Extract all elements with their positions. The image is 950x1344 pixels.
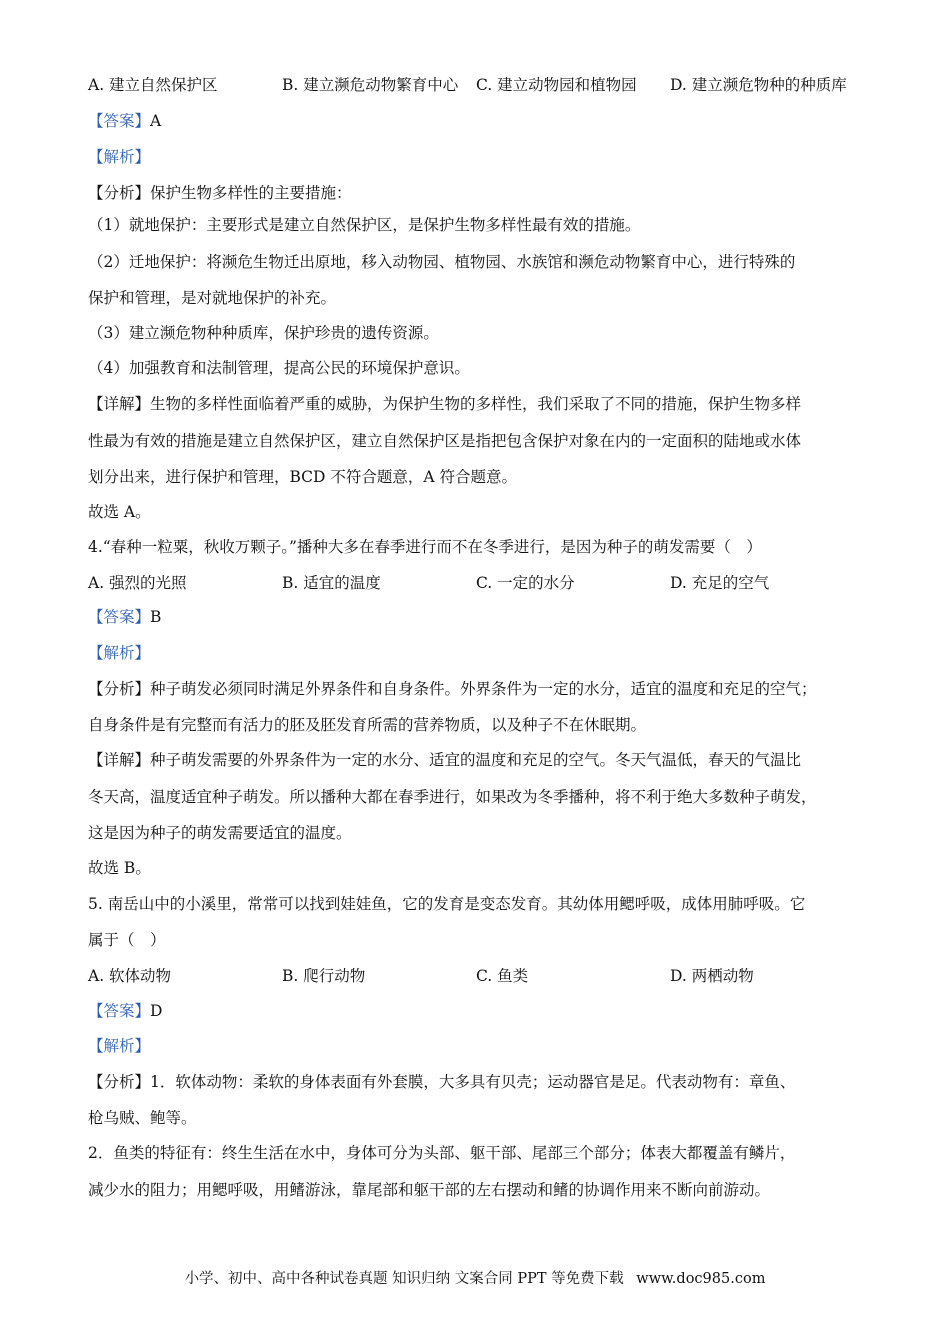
q5-fenxi [88,1071,868,1093]
q4-option-b: B. 适宜的温度 [282,574,381,592]
q3-option-a: A. 建立自然保护区 [88,76,218,94]
q5-fenxi-line: 减少水的阻力；用鳃呼吸，用鳍游泳，靠尾部和躯干部的左右摆动和鳍的协调作用来不断向前游动。 [88,1181,771,1199]
q5-answer [88,1000,868,1022]
q3-conclusion: 故选 A。 [88,503,151,521]
q4-conclusion: 故选 B。 [88,859,151,877]
fenxi-tag: 【分析】 [88,184,151,202]
answer-tag: 【答案】 [88,1002,151,1020]
q4-stem: 4.“春种一粒粟，秋收万颗子。”播种大多在春季进行而不在冬季进行，是因为种子的萌发需要（ ） [88,538,762,556]
analysis-tag: 【解析】 [88,644,151,662]
detail-text: 种子萌发需要的外界条件为一定的水分、适宜的温度和充足的空气。冬天气温低，春天的气温比 [150,751,802,769]
q5-option-a: A. 软体动物 [88,967,172,985]
q3-options [88,74,868,96]
q4-fenxi-line: 自身条件是有完整而有活力的胚及胚发育所需的营养物质，以及种子不在休眠期。 [88,716,647,734]
q3-detail-line: 划分出来，进行保护和管理，BCD 不符合题意，A 符合题意。 [88,468,518,486]
answer-tag: 【答案】 [88,112,151,130]
q5-fenxi-line: 枪乌贼、鲍等。 [88,1109,197,1127]
q4-options [88,572,868,594]
q4-option-c: C. 一定的水分 [476,574,575,592]
q4-analysis-heading [88,642,868,664]
detail-tag: 【详解】 [88,395,151,413]
q3-detail [88,393,868,415]
q5-fenxi-line: 2．鱼类的特征有：终生生活在水中，身体可分为头部、躯干部、尾部三个部分；体表大都覆盖有鳞片， [88,1144,796,1162]
q3-point: （3）建立濒危物种种质库，保护珍贵的遗传资源。 [88,324,439,342]
answer-value: D [150,1002,163,1020]
q3-point: （4）加强教育和法制管理，提高公民的环境保护意识。 [88,359,470,377]
q3-fenxi [88,182,868,204]
q3-analysis-heading [88,146,868,168]
answer-value: B [150,608,162,626]
q3-option-c: C. 建立动物园和植物园 [476,76,637,94]
q4-detail-line: 这是因为种子的萌发需要适宜的温度。 [88,824,352,842]
q5-option-d: D. 两栖动物 [670,967,754,985]
q5-stem-line: 属于（ ） [88,931,166,949]
q4-answer [88,606,868,628]
q3-option-b: B. 建立濒危动物繁育中心 [282,76,459,94]
q5-options [88,965,868,987]
detail-text: 生物的多样性面临着严重的威胁，为保护生物的多样性，我们采取了不同的措施，保护生物多样 [150,395,802,413]
analysis-tag: 【解析】 [88,1037,151,1055]
q5-analysis-heading [88,1035,868,1057]
q4-option-a: A. 强烈的光照 [88,574,187,592]
q3-point: 保护和管理，是对就地保护的补充。 [88,289,337,307]
answer-tag: 【答案】 [88,608,151,626]
footer-link[interactable]: www.doc985.com [636,1271,766,1287]
answer-value: A [150,112,162,130]
q4-detail-line: 冬天高，温度适宜种子萌发。所以播种大都在春季进行，如果改为冬季播种，将不利于绝大多数种子萌发， [88,788,817,806]
fenxi-text: 保护生物多样性的主要措施： [150,184,352,202]
footer-text: 小学、初中、高中各种试卷真题 知识归纳 文案合同 PPT 等免费下载 [184,1271,624,1287]
q5-option-b: B. 爬行动物 [282,967,366,985]
fenxi-text: 种子萌发必须同时满足外界条件和自身条件。外界条件为一定的水分，适宜的温度和充足的空气； [150,680,817,698]
q5-option-c: C. 鱼类 [476,967,529,985]
fenxi-tag: 【分析】 [88,680,151,698]
q4-detail [88,749,868,771]
q3-point: （1）就地保护：主要形式是建立自然保护区，是保护生物多样性最有效的措施。 [88,216,641,234]
q3-option-d: D. 建立濒危物种的种质库 [670,76,847,94]
fenxi-text: 1．软体动物：柔软的身体表面有外套膜，大多具有贝壳；运动器官是足。代表动物有：章鱼、 [150,1073,796,1091]
fenxi-tag: 【分析】 [88,1073,151,1091]
page-footer [0,1268,950,1290]
q3-point: （2）迁地保护：将濒危生物迁出原地，移入动物园、植物园、水族馆和濒危动物繁育中心，进行特殊的 [88,253,796,271]
analysis-tag: 【解析】 [88,148,151,166]
q3-detail-line: 性最为有效的措施是建立自然保护区，建立自然保护区是指把包含保护对象在内的一定面积的陆地或水体 [88,432,802,450]
q4-option-d: D. 充足的空气 [670,574,770,592]
q4-fenxi [88,678,868,700]
detail-tag: 【详解】 [88,751,151,769]
q5-stem: 5. 南岳山中的小溪里，常常可以找到娃娃鱼，它的发育是变态发育。其幼体用鳃呼吸，成体用肺呼吸。它 [88,895,806,913]
q3-answer [88,110,868,132]
